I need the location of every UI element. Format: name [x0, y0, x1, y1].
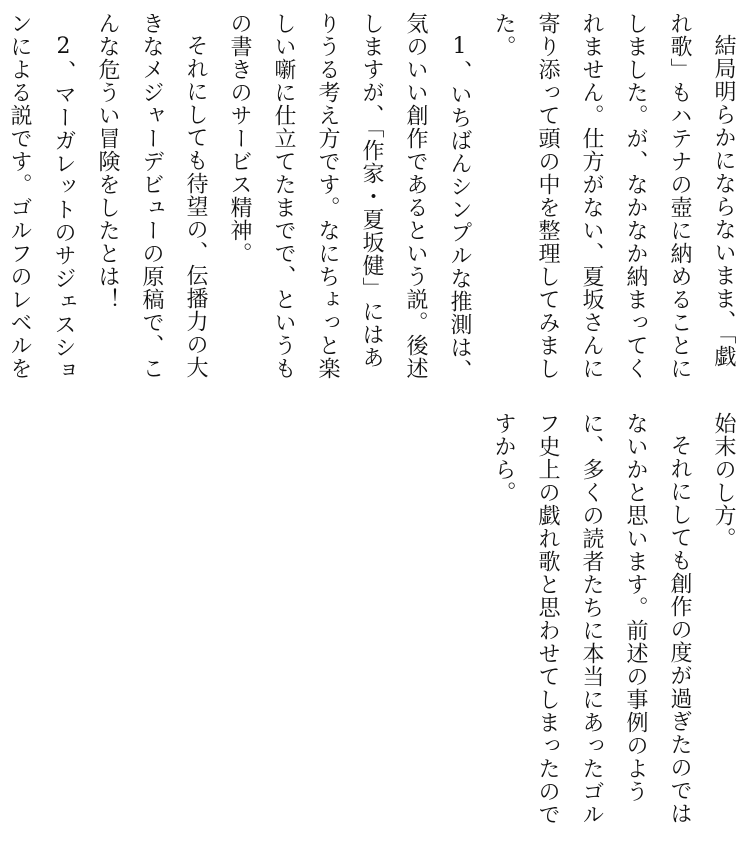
paragraph-conclusion: それにしても創作の度が過ぎたのではないかと思います。前述の事例のように、多くの読者たちに本当にあったゴルフ史上の戯れ歌と思わせてしまったのですから。 [491, 412, 692, 826]
paragraph-theory-1: 1、いちばんシンプルな推測は、気のいい創作であるという説。後述しますが、「作家・夏坂健」にはありうる考え方です。なにちょっと楽しい噺に仕立てたまでで、というもの書きのサービス精神。 [227, 12, 472, 382]
paragraph-continuation: 始末のし方。 [711, 412, 736, 550]
paragraph-theory-2: 2、マーガレットのサジェスションによる説です。ゴルフのレベルを [7, 12, 76, 382]
paragraph-intro: 結局明らかにならないまま、「戯れ歌」もハテナの壺に納めることにしました。が、なかなか納まってくれません。仕方がない、夏坂さんに寄り添って頭の中を整理してみました。 [491, 12, 736, 380]
lower-text-section [481, 412, 745, 842]
paragraph-adventure: それにしても待望の、伝播力の大きなメジャーデビューの原稿で、こんな危うい冒険をしたとは！ [95, 12, 208, 380]
upper-text-section [0, 12, 745, 382]
